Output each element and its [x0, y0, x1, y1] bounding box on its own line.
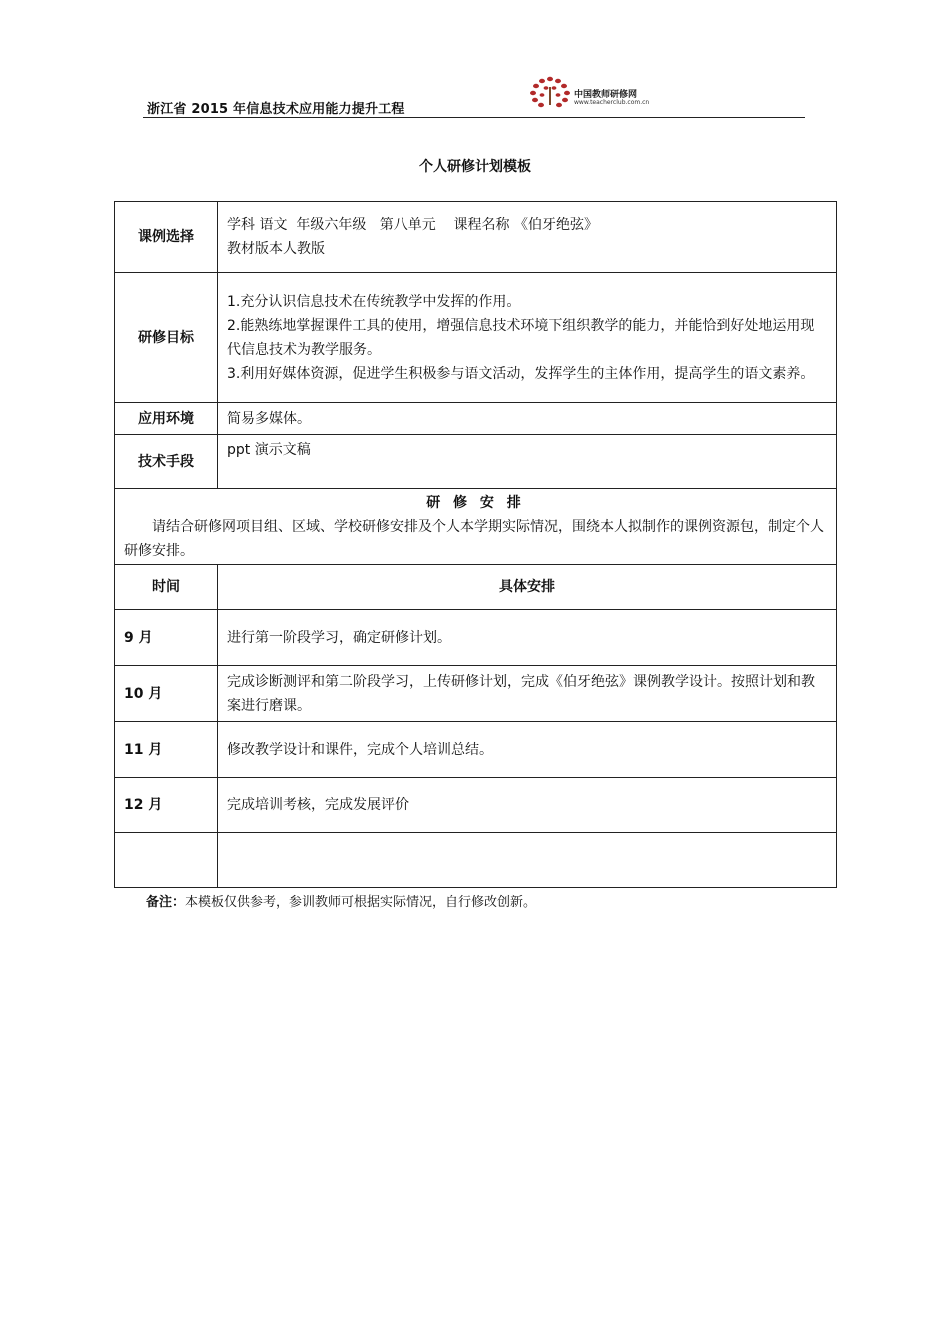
course-line-1: 学科 语文 年级六年级 第八单元 课程名称 《伯牙绝弦》	[227, 217, 598, 233]
schedule-row-empty	[115, 833, 837, 888]
schedule-month: 12 月	[115, 778, 218, 833]
note-label: 备注：	[146, 895, 186, 910]
arrangement-description: 请结合研修网项目组、区域、学校研修安排及个人本学期实际情况，围绕本人拟制作的课例资源包，制定个人研修安排。	[124, 518, 824, 559]
technique-value: ppt 演示文稿	[218, 435, 837, 489]
plan-table	[114, 201, 837, 888]
schedule-month: 11 月	[115, 722, 218, 778]
course-label: 课例选择	[115, 202, 218, 273]
course-row	[115, 202, 837, 273]
goals-label: 研修目标	[115, 273, 218, 403]
schedule-month: 10 月	[115, 666, 218, 722]
goal-item: 1.充分认识信息技术在传统教学中发挥的作用。	[227, 293, 521, 310]
environment-label: 应用环境	[115, 403, 218, 435]
col-plan-header: 具体安排	[218, 565, 837, 610]
schedule-row	[115, 722, 837, 778]
goal-item: 3.利用好媒体资源，促进学生积极参与语文活动，发挥学生的主体作用，提高学生的语文素养。	[227, 365, 815, 382]
schedule-plan	[218, 833, 837, 888]
schedule-header-row	[115, 565, 837, 610]
schedule-row	[115, 778, 837, 833]
project-title: 浙江省 2015 年信息技术应用能力提升工程	[147, 102, 405, 117]
arrangement-heading: 研 修 安 排	[426, 494, 525, 511]
environment-value: 简易多媒体。	[218, 403, 837, 435]
course-line-2: 教材版本人教版	[227, 241, 325, 257]
flower-logo-icon	[528, 73, 574, 113]
arrangement-intro	[115, 489, 837, 565]
header-divider	[143, 117, 805, 118]
schedule-plan: 完成培训考核，完成发展评价	[218, 778, 837, 833]
technique-label: 技术手段	[115, 435, 218, 489]
document-title: 个人研修计划模板	[419, 159, 531, 175]
goal-item: 2.能熟练地掌握课件工具的使用，增强信息技术环境下组织教学的能力，并能恰到好处地运用现代信息技术为教学服务。	[227, 317, 815, 358]
schedule-plan: 进行第一阶段学习，确定研修计划。	[218, 610, 837, 666]
note-text: 本模板仅供参考，参训教师可根据实际情况，自行修改创新。	[185, 895, 537, 910]
footnote	[146, 891, 536, 910]
schedule-row	[115, 610, 837, 666]
col-time-header: 时间	[115, 565, 218, 610]
schedule-month: 9 月	[115, 610, 218, 666]
goals-row	[115, 273, 837, 403]
environment-row	[115, 403, 837, 435]
schedule-plan: 完成诊断测评和第二阶段学习，上传研修计划，完成《伯牙绝弦》课例教学设计。按照计划和教案进行磨课。	[218, 666, 837, 722]
arrangement-intro-row	[115, 489, 837, 565]
schedule-plan: 修改教学设计和课件，完成个人培训总结。	[218, 722, 837, 778]
course-value	[218, 202, 837, 273]
schedule-row	[115, 666, 837, 722]
logo-url: www.teacherclub.com.cn	[574, 99, 650, 106]
goals-value	[218, 273, 837, 403]
teacherclub-logo	[528, 73, 668, 113]
schedule-month	[115, 833, 218, 888]
technique-row	[115, 435, 837, 489]
logo-name: 中国教师研修网	[574, 90, 638, 100]
